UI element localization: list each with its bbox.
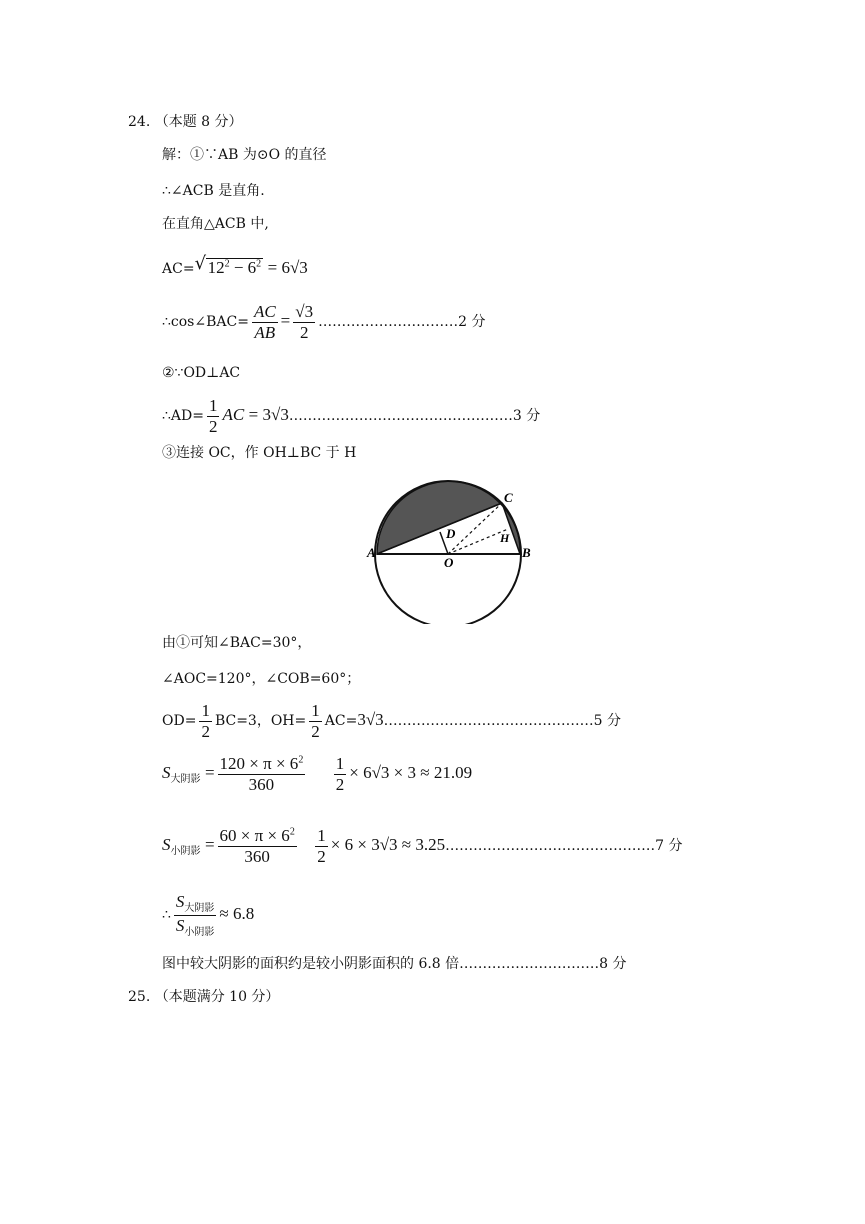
od-oh-formula: OD= $\frac{1}{2}$ BC=3，OH= $\frac{1}{2}$ AC=3√3………………………………………5 分 — [162, 701, 622, 741]
big-sector-fraction: $\frac{120 \times \pi \times 6^2}{360}$ — [219, 754, 304, 794]
ratio-result: ≈ 6.8 — [219, 904, 255, 923]
cos-prefix: ∴cos∠BAC= — [162, 314, 249, 331]
solution-step-1: 解：①∵AB 为⊙O 的直径 — [162, 147, 327, 163]
ac-prefix: AC= — [162, 261, 195, 277]
small-score-dots: ………………………………………7 分 — [445, 838, 683, 855]
right-angle-statement: ∴∠ACB 是直角. — [162, 183, 265, 199]
question-25-header: 25. （本题满分 10 分） — [128, 989, 280, 1005]
angles-aoc-cob: ∠AOC=120°，∠COB=60°； — [162, 671, 361, 687]
ad-formula: ∴AD= $\frac{1}{2}$ AC = 3√3…………………………………………3 分 — [162, 396, 541, 436]
od-mid: BC=3，OH= — [214, 713, 307, 730]
ad-score-dots: …………………………………………3 分 — [288, 408, 541, 425]
conclusion: 图中较大阴影的面积约是较小阴影面积的 6.8 倍…………………………8 分 — [162, 956, 627, 972]
circle-figure — [362, 474, 532, 624]
small-shade-subscript: 小阴影 — [170, 846, 201, 858]
big-shade-subscript: 大阴影 — [170, 774, 201, 786]
ratio-fraction: $\frac{S_{大阴影}}{S_{小阴影}}$ — [175, 892, 215, 938]
right-triangle-statement: 在直角△ACB 中, — [162, 216, 269, 232]
cos-fraction: $\frac{AC}{AB}$ — [253, 302, 276, 342]
question-24-header: 24. （本题 8 分） — [128, 114, 243, 130]
big-shade-result: × 6√3 × 3 ≈ 21.09 — [349, 763, 473, 783]
big-shade-formula: $S_{大阴影}$ = $\frac{120 \times \pi \times 6^2}{360}$ $\frac{1}{2}$ × 6√3 × 3 ≈ 21.09 — [162, 754, 473, 794]
od-score-dots: ………………………………………5 分 — [383, 713, 622, 730]
label-b: B — [522, 545, 531, 560]
label-c: C — [504, 490, 513, 505]
known-angle-bac: 由①可知∠BAC=30°， — [162, 635, 312, 651]
od-suffix: AC= — [324, 713, 358, 730]
sqrt3-over-2: $\frac{√3}{2}$ — [295, 302, 314, 342]
small-shade-result: × 6 × 3√3 ≈ 3.25 — [330, 835, 446, 855]
small-shade-formula: $S_{小阴影}$ = $\frac{60 \times \pi \times 6^2}{360}$ $\frac{1}{2}$ × 6 × 3√3 ≈ 3.25………………………………………7 分 — [162, 826, 683, 866]
label-d: D — [446, 526, 456, 541]
large-shaded-segment — [377, 481, 502, 554]
segment-oh — [448, 529, 508, 554]
cos-score-dots: …………………………2 分 — [318, 314, 486, 331]
ratio-formula: ∴ $\frac{S_{大阴影}}{S_{小阴影}}$ ≈ 6.8 — [162, 892, 255, 938]
ad-prefix: ∴AD= — [162, 408, 204, 425]
half-fraction: $\frac{1}{2}$ — [208, 396, 218, 436]
label-o: O — [444, 555, 454, 570]
label-h: H — [500, 531, 510, 545]
od-prefix: OD= — [162, 713, 197, 730]
label-a: A — [367, 545, 376, 560]
ac-result: = 6√3 — [267, 258, 308, 277]
od-perp-ac: ②∵OD⊥AC — [162, 365, 241, 381]
ac-radical: √ $12^2 - 6^2$ — [195, 258, 264, 276]
cos-formula: ∴cos∠BAC= $\frac{AC}{AB}$ = $\frac{√3}{2}$ …………………………2 分 — [162, 302, 486, 342]
connect-oc-statement: ③连接 OC，作 OH⊥BC 于 H — [162, 445, 357, 461]
ac-formula — [162, 258, 308, 276]
small-sector-fraction: $\frac{60 \times \pi \times 6^2}{360}$ — [219, 826, 295, 866]
